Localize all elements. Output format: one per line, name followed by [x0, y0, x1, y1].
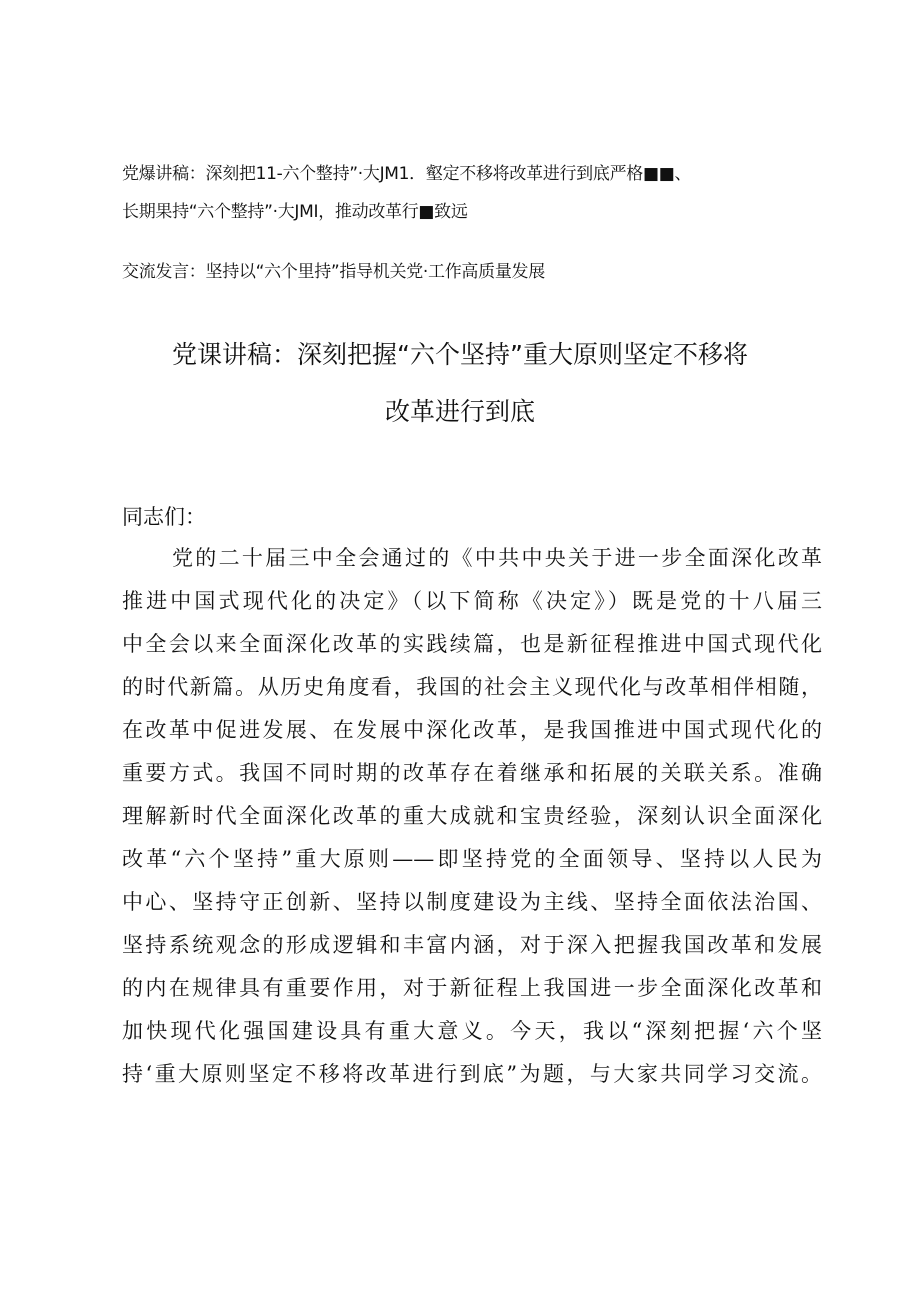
paragraph-line: 推进中国式现代化的决定》（以下简称《决定》）既是党的十八届三	[122, 589, 822, 613]
related-article-link[interactable]: 交流发言：坚持以“六个里持”指导机关党·工作高质量发展	[122, 262, 545, 282]
paragraph-line: 坚持系统观念的形成逻辑和丰富内涵，对于深入把握我国改革和发展	[122, 933, 822, 957]
paragraph-line: 在改革中促进发展、在发展中深化改革，是我国推进中国式现代化的	[122, 718, 822, 742]
related-article-link-continuation[interactable]: 长期果持“六个整持”·大JMI，推动改革行■致远	[122, 202, 468, 222]
paragraph-line: 中全会以来全面深化改革的实践续篇，也是新征程推进中国式现代化	[122, 632, 822, 656]
paragraph-line: 的时代新篇。从历史角度看，我国的社会主义现代化与改革相伴相随，	[122, 675, 822, 699]
document-title: 党课讲稿：深刻把握“六个坚持”重大原则坚定不移将	[172, 340, 748, 369]
paragraph-line: 党的二十届三中全会通过的《中共中央关于进一步全面深化改革	[172, 546, 822, 570]
salutation: 同志们：	[122, 505, 206, 529]
document-title-line2: 改革进行到底	[384, 397, 535, 426]
paragraph-line: 理解新时代全面深化改革的重大成就和宝贵经验，深刻认识全面深化	[122, 804, 822, 828]
paragraph-line: 加快现代化强国建设具有重大意义。今天，我以“深刻把握‘六个坚	[122, 1019, 822, 1043]
paragraph-line: 中心、坚持守正创新、坚持以制度建设为主线、坚持全面依法治国、	[122, 890, 822, 914]
paragraph-line: 的内在规律具有重要作用，对于新征程上我国进一步全面深化改革和	[122, 976, 822, 1000]
paragraph-line: 持‘重大原则坚定不移将改革进行到底”为题，与大家共同学习交流。	[122, 1062, 822, 1086]
paragraph-line: 重要方式。我国不同时期的改革存在着继承和拓展的关联关系。准确	[122, 761, 822, 785]
related-article-link[interactable]: 党爆讲稿：深刻把11-六个整持”·大JM1．壑定不移将改革进行到底严格■■、	[122, 164, 692, 184]
paragraph-line: 改革“六个坚持”重大原则——即坚持党的全面领导、坚持以人民为	[122, 847, 822, 871]
